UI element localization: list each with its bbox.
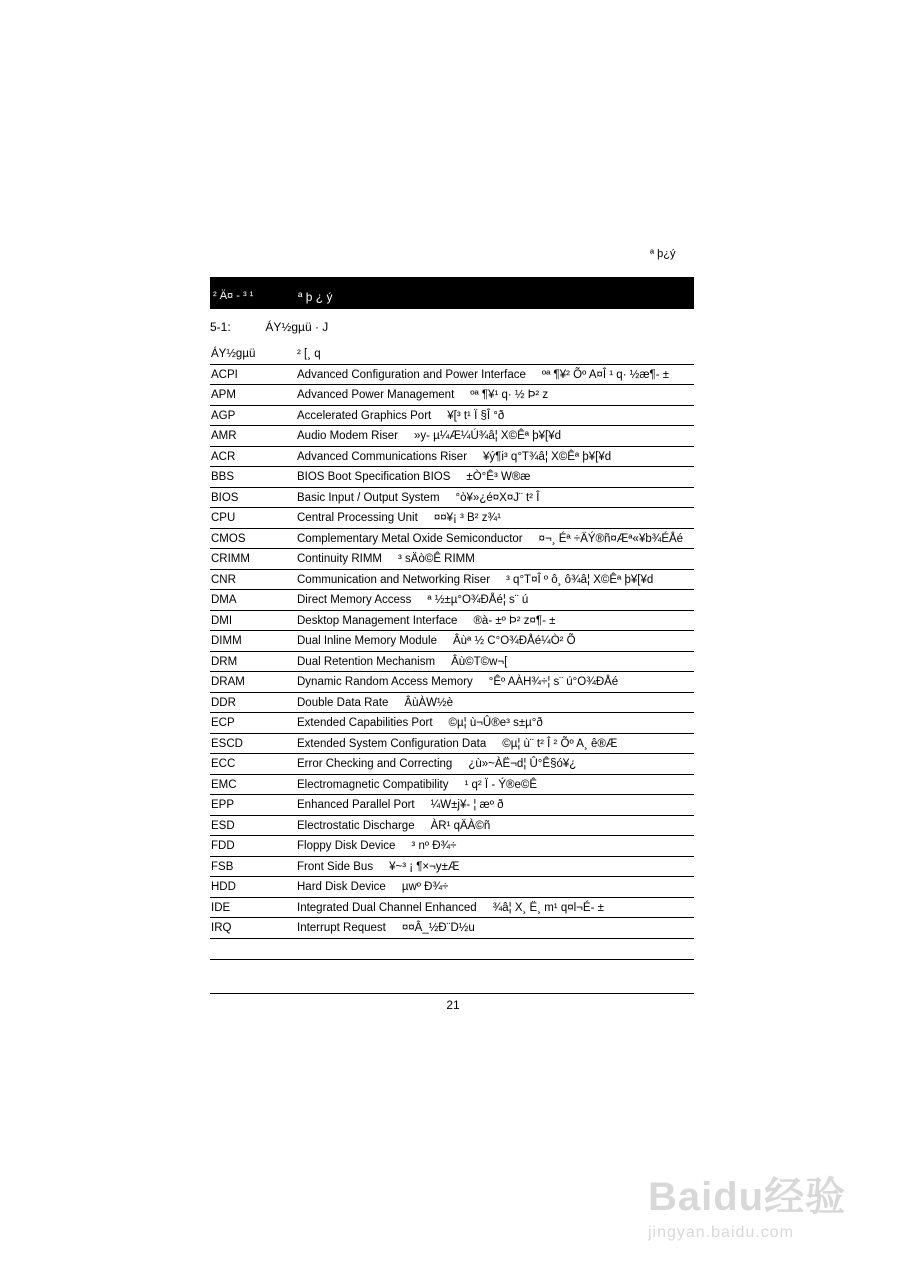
term-english: Extended System Configuration Data [297,737,487,750]
term-definition [297,881,448,893]
section-heading [210,320,328,334]
term-definition [297,574,653,586]
term-translation: ±Ò°Ê³ W®æ [466,471,531,483]
term-definition [297,738,617,750]
term-abbreviation: ESD [211,819,235,832]
table-row [210,795,694,816]
term-abbreviation: ECC [211,758,236,770]
glossary-table [210,344,694,960]
term-translation: ¿ù»~ÀË¬d¦ Û°Ê§ó¥¿ [468,758,577,770]
term-definition [297,594,528,606]
term-definition [297,615,555,627]
term-definition [297,389,548,401]
term-abbreviation: FDD [211,840,235,852]
term-definition [297,697,453,709]
term-definition [297,553,475,565]
term-translation: °ò¥»¿é¤X¤J¨ t² Î [455,491,540,504]
term-translation: ¼W±j¥- ¦ æº ð [430,799,504,811]
term-definition [297,799,504,811]
term-abbreviation: ACR [211,450,236,463]
term-definition [297,533,683,545]
table-row [210,836,694,857]
term-translation: ¤¤Â_½Ð¨D½u [401,922,475,934]
term-abbreviation: CMOS [211,532,246,545]
term-abbreviation: DRM [211,655,238,668]
term-english: Central Processing Unit [297,512,418,524]
term-english: Enhanced Parallel Port [297,799,415,811]
term-definition [297,430,561,442]
table-row [210,631,694,652]
table-row [210,570,694,591]
term-definition [297,492,539,504]
term-definition [297,840,456,852]
table-row [210,652,694,673]
chapter-title-bar [210,277,694,309]
table-row [210,816,694,837]
term-translation: ºª ¶¥² Õº A¤Î ¹ q· ½æ¶- ± [541,368,670,381]
term-definition [297,902,604,914]
term-definition [297,820,490,832]
header-meaning: ² [¸ q [297,348,321,360]
term-abbreviation: DDR [211,696,236,709]
term-abbreviation: DRAM [211,676,245,688]
term-english: Integrated Dual Channel Enhanced [297,901,477,914]
chapter-title-right: ª þ ¿ ý [298,290,333,304]
term-translation: ³ sÄò©Ê RIMM [398,553,475,565]
term-translation: ®à- ±º Þ² z¤¶- ± [473,614,556,627]
term-translation: ¥[³ t¹ Ï §Î °ð [447,409,505,422]
table-row [210,488,694,509]
term-abbreviation: CRIMM [211,553,250,565]
term-definition [297,758,576,770]
term-english: Floppy Disk Device [297,840,396,852]
term-definition [297,471,531,483]
term-english: Interrupt Request [297,922,386,934]
term-english: Hard Disk Device [297,881,386,893]
watermark-url: jingyan.baidu.com [648,1224,794,1241]
term-abbreviation: DIMM [211,635,242,647]
term-abbreviation: CPU [211,512,236,524]
term-english: Advanced Communications Riser [297,450,468,463]
term-translation: °Êº AÀH¾÷¦ s¨ ú°O¾ÐÅé [488,676,619,688]
table-row [210,672,694,693]
term-definition [297,922,475,934]
table-row [210,549,694,570]
term-abbreviation: APM [211,389,236,401]
term-abbreviation: ACPI [211,368,238,381]
term-translation: ³ q°T¤Î º ô¸ ô¾â¦ X©Êª þ¥[¥d [506,573,654,586]
term-definition [297,369,669,381]
term-english: Extended Capabilities Port [297,717,433,729]
table-row [210,754,694,775]
term-english: Electromagnetic Compatibility [297,778,449,791]
term-abbreviation: BIOS [211,491,239,504]
term-translation: ©µ¦ ù¬Û®e³ s±µ°ð [448,717,543,729]
baidu-watermark [648,1165,846,1242]
term-abbreviation: CNR [211,573,236,586]
footer-rule [210,993,694,994]
term-translation: ¾â¦ X¸ Ë¸ m¹ q¤l¬É- ± [492,901,604,914]
term-english: Advanced Power Management [297,389,455,401]
term-english: Continuity RIMM [297,553,382,565]
table-row [210,857,694,878]
table-row [210,529,694,550]
term-english: BIOS Boot Specification BIOS [297,471,451,483]
term-translation: »y- µ¼Æ¼Ú¾â¦ X©Êª þ¥[¥d [413,430,561,442]
table-row [210,775,694,796]
watermark-brand: Baidu经验 [648,1175,847,1219]
term-english: Front Side Bus [297,860,374,873]
term-translation: ¥~³ ¡ ¶×¬y±Æ [389,860,460,873]
term-abbreviation: DMI [211,614,233,627]
term-abbreviation: DMA [211,594,237,606]
term-english: Direct Memory Access [297,594,412,606]
page-number: 21 [446,998,460,1012]
header-abbreviation: ÁY½gµü [211,348,256,360]
table-row [210,447,694,468]
term-english: Desktop Management Interface [297,614,458,627]
term-abbreviation: BBS [211,471,235,483]
section-number: 5-1: [210,320,231,334]
term-english: Dual Retention Mechanism [297,655,436,668]
section-title: ÁY½gµü · J [265,320,329,334]
table-row [210,611,694,632]
term-translation: ©µ¦ ù¨ t² Î ² Õº A¸ ê®Æ [502,737,618,750]
table-row [210,713,694,734]
term-translation: ¹ q² Ï - Ý®e©Ê [464,778,538,791]
term-english: Advanced Configuration and Power Interface [297,368,526,381]
table-row [210,385,694,406]
table-row [210,693,694,714]
table-row [210,426,694,447]
table-row [210,898,694,919]
table-row [210,467,694,488]
term-english: Basic Input / Output System [297,491,440,504]
term-definition [297,656,507,668]
term-definition [297,717,543,729]
term-abbreviation: EPP [211,799,235,811]
table-end-rule [210,939,694,960]
term-translation: ¤¤¥¡ ³ B² z¾¹ [433,512,501,524]
table-row [210,508,694,529]
table-row [210,734,694,755]
term-definition [297,512,501,524]
term-translation: ÀR¹ qÄÀ©ñ [430,819,491,832]
term-abbreviation: FSB [211,860,234,873]
term-abbreviation: HDD [211,881,236,893]
term-abbreviation: IDE [211,901,231,914]
term-abbreviation: IRQ [211,922,232,934]
table-row [210,406,694,427]
term-english: Double Data Rate [297,696,389,709]
term-english: Audio Modem Riser [297,430,398,442]
term-english: Dynamic Random Access Memory [297,676,473,688]
table-header-row [210,344,694,365]
term-translation: µwº Ð¾÷ [401,881,449,893]
term-abbreviation: EMC [211,778,237,791]
term-translation: ºª ¶¥¹ q· ½ Þ² z [470,389,549,401]
table-row [210,590,694,611]
term-definition [297,779,537,791]
term-definition [297,861,459,873]
term-abbreviation: ESCD [211,737,243,750]
term-definition [297,451,611,463]
term-english: Accelerated Graphics Port [297,409,432,422]
chapter-title-left: ² Ä¤ - ³ ¹ [213,290,254,302]
term-translation: ¤¬¸ Éª ÷ÄÝ®ñ¤Æª«¥b¾ÉÅé [538,532,684,545]
term-definition [297,676,618,688]
term-translation: ³ nº Ð¾÷ [411,840,457,852]
term-translation: ¥ý¶i³ q°T¾â¦ X©Êª þ¥[¥d [483,450,612,463]
term-translation: ÂùÀW½è [404,696,453,709]
term-translation: ª ½±µ°O¾ÐÅé¦ s¨ ú [427,594,529,606]
term-translation: Âùª ½ C°O¾ÐÅé¼Ò² Õ [452,635,576,647]
term-english: Complementary Metal Oxide Semiconductor [297,532,523,545]
term-abbreviation: AGP [211,409,236,422]
table-row [210,365,694,386]
term-abbreviation: ECP [211,717,235,729]
table-row [210,918,694,939]
term-english: Electrostatic Discharge [297,819,415,832]
term-english: Error Checking and Correcting [297,758,453,770]
term-english: Dual Inline Memory Module [297,635,437,647]
term-definition [297,635,576,647]
term-translation: Âù©T©w¬[ [451,655,508,668]
term-abbreviation: AMR [211,430,237,442]
term-definition [297,410,504,422]
corner-header-label: ª þ¿ý [650,248,676,260]
table-row [210,877,694,898]
term-english: Communication and Networking Riser [297,573,491,586]
